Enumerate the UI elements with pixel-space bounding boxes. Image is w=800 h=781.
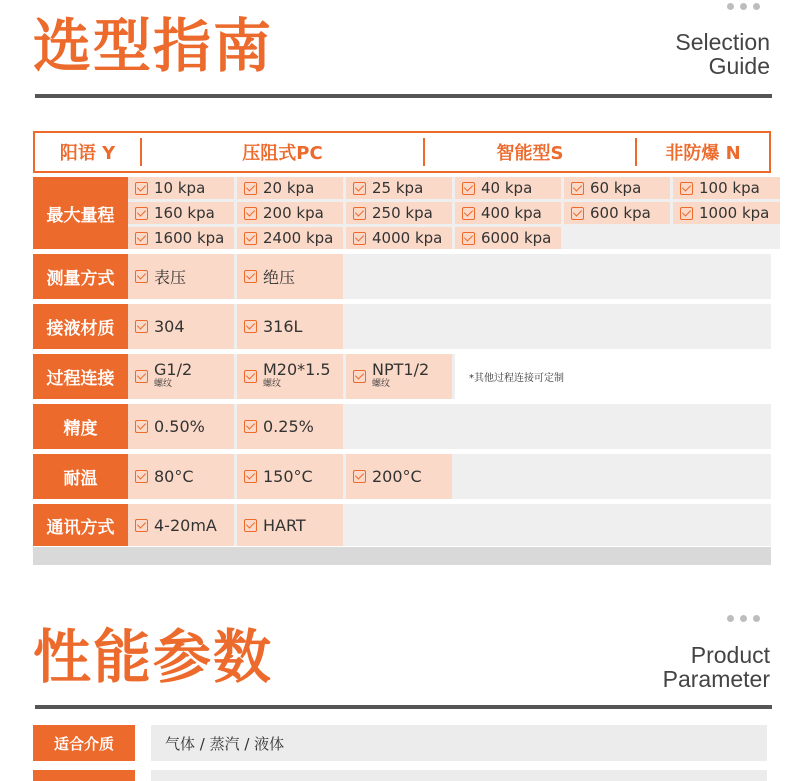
decor-dots bbox=[727, 615, 760, 622]
header-nonexplosion: 非防爆 N bbox=[665, 143, 741, 164]
row-label: 测量方式 bbox=[33, 254, 128, 299]
header-brand: 阳语 Y bbox=[59, 143, 116, 164]
range-option[interactable]: 1000 kpa bbox=[673, 202, 780, 224]
comm-options bbox=[128, 504, 771, 546]
row-label: 耐温 bbox=[33, 454, 128, 499]
option-line bbox=[128, 202, 780, 224]
checkbox-icon bbox=[135, 232, 148, 245]
checkbox-icon bbox=[244, 207, 257, 220]
perf-value: 气体 / 蒸汽 / 液体 bbox=[151, 725, 767, 761]
checkbox-icon bbox=[353, 370, 366, 383]
temp-option[interactable]: 80°C bbox=[128, 454, 234, 499]
range-option[interactable]: 100 kpa bbox=[673, 177, 780, 199]
option-line bbox=[128, 177, 780, 199]
checkbox-icon bbox=[244, 470, 257, 483]
option-line bbox=[128, 304, 771, 349]
process-options bbox=[128, 354, 771, 399]
decor-dots bbox=[727, 3, 760, 10]
checkbox-icon bbox=[244, 270, 257, 283]
checkbox-icon bbox=[135, 370, 148, 383]
checkbox-icon bbox=[571, 182, 584, 195]
checkbox-icon bbox=[135, 207, 148, 220]
row-communication bbox=[33, 504, 771, 546]
option-line bbox=[128, 254, 771, 299]
range-option[interactable]: 6000 kpa bbox=[455, 227, 561, 249]
section-subtitle-selection bbox=[675, 30, 770, 78]
process-note: *其他过程连接可定制 bbox=[455, 354, 771, 399]
checkbox-icon bbox=[135, 320, 148, 333]
row-material bbox=[33, 304, 771, 349]
process-option[interactable]: G1/2 螺纹 bbox=[128, 354, 234, 399]
measure-option[interactable]: 表压 bbox=[128, 254, 234, 299]
process-option[interactable]: M20*1.5 螺纹 bbox=[237, 354, 343, 399]
range-option[interactable]: 400 kpa bbox=[455, 202, 561, 224]
option-line bbox=[128, 454, 771, 499]
comm-option[interactable]: HART bbox=[237, 504, 343, 546]
checkbox-icon bbox=[244, 420, 257, 433]
range-option[interactable]: 250 kpa bbox=[346, 202, 452, 224]
measure-options bbox=[128, 254, 771, 299]
range-option[interactable]: 10 kpa bbox=[128, 177, 234, 199]
perf-row bbox=[33, 725, 767, 761]
checkbox-icon bbox=[135, 470, 148, 483]
divider bbox=[35, 705, 772, 709]
header-type: 压阻式PC bbox=[242, 143, 323, 164]
row-process-connection bbox=[33, 354, 771, 399]
row-temperature bbox=[33, 454, 771, 499]
range-option[interactable]: 160 kpa bbox=[128, 202, 234, 224]
checkbox-icon bbox=[135, 182, 148, 195]
checkbox-icon bbox=[353, 182, 366, 195]
checkbox-icon bbox=[135, 270, 148, 283]
checkbox-icon bbox=[135, 420, 148, 433]
range-option[interactable]: 2400 kpa bbox=[237, 227, 343, 249]
subtitle-line-1: Product bbox=[690, 642, 770, 668]
option-line bbox=[128, 227, 780, 249]
checkbox-icon bbox=[462, 182, 475, 195]
divider bbox=[35, 94, 772, 98]
table-footer-bar bbox=[33, 547, 771, 565]
option-line bbox=[128, 504, 771, 546]
checkbox-icon bbox=[353, 470, 366, 483]
header-smart: 智能型S bbox=[496, 143, 564, 164]
accuracy-options bbox=[128, 404, 771, 449]
row-label: 过程连接 bbox=[33, 354, 128, 399]
selection-table bbox=[33, 131, 771, 546]
checkbox-icon bbox=[353, 232, 366, 245]
accuracy-option[interactable]: 0.25% bbox=[237, 404, 343, 449]
material-option[interactable]: 316L bbox=[237, 304, 343, 349]
range-option[interactable]: 1600 kpa bbox=[128, 227, 234, 249]
section-subtitle-performance bbox=[663, 643, 770, 691]
perf-row-partial bbox=[33, 770, 767, 781]
range-options bbox=[128, 177, 780, 249]
row-label: 精度 bbox=[33, 404, 128, 449]
row-label: 接液材质 bbox=[33, 304, 128, 349]
checkbox-icon bbox=[462, 207, 475, 220]
section-title-performance: 性能参数 bbox=[33, 623, 274, 691]
subtitle-line-2: Guide bbox=[708, 53, 770, 79]
range-option[interactable]: 20 kpa bbox=[237, 177, 343, 199]
checkbox-icon bbox=[244, 232, 257, 245]
row-accuracy bbox=[33, 404, 771, 449]
range-option[interactable]: 25 kpa bbox=[346, 177, 452, 199]
checkbox-icon bbox=[571, 207, 584, 220]
range-option[interactable]: 40 kpa bbox=[455, 177, 561, 199]
table-header bbox=[33, 131, 771, 173]
checkbox-icon bbox=[135, 519, 148, 532]
subtitle-line-1: Selection bbox=[675, 29, 770, 55]
perf-value bbox=[151, 770, 767, 781]
row-label: 通讯方式 bbox=[33, 504, 128, 546]
checkbox-icon bbox=[244, 182, 257, 195]
checkbox-icon bbox=[244, 519, 257, 532]
option-line bbox=[128, 354, 771, 399]
comm-option[interactable]: 4-20mA bbox=[128, 504, 234, 546]
material-options bbox=[128, 304, 771, 349]
temp-options bbox=[128, 454, 771, 499]
subtitle-line-2: Parameter bbox=[662, 666, 770, 692]
option-line bbox=[128, 404, 771, 449]
perf-label: 适合介质 bbox=[33, 725, 135, 761]
temp-option[interactable]: 150°C bbox=[237, 454, 343, 499]
perf-label bbox=[33, 770, 135, 781]
accuracy-option[interactable]: 0.50% bbox=[128, 404, 234, 449]
row-max-range bbox=[33, 177, 771, 249]
process-option[interactable]: NPT1/2 螺纹 bbox=[346, 354, 452, 399]
section-title-selection: 选型指南 bbox=[33, 12, 274, 80]
row-measure bbox=[33, 254, 771, 299]
checkbox-icon bbox=[462, 232, 475, 245]
range-option[interactable]: 600 kpa bbox=[564, 202, 670, 224]
measure-option[interactable]: 绝压 bbox=[237, 254, 343, 299]
temp-option[interactable]: 200°C bbox=[346, 454, 452, 499]
range-option[interactable]: 60 kpa bbox=[564, 177, 670, 199]
material-option[interactable]: 304 bbox=[128, 304, 234, 349]
checkbox-icon bbox=[680, 207, 693, 220]
checkbox-icon bbox=[244, 320, 257, 333]
checkbox-icon bbox=[244, 370, 257, 383]
range-option[interactable]: 4000 kpa bbox=[346, 227, 452, 249]
range-option[interactable]: 200 kpa bbox=[237, 202, 343, 224]
checkbox-icon bbox=[680, 182, 693, 195]
row-label: 最大量程 bbox=[33, 177, 128, 249]
checkbox-icon bbox=[353, 207, 366, 220]
